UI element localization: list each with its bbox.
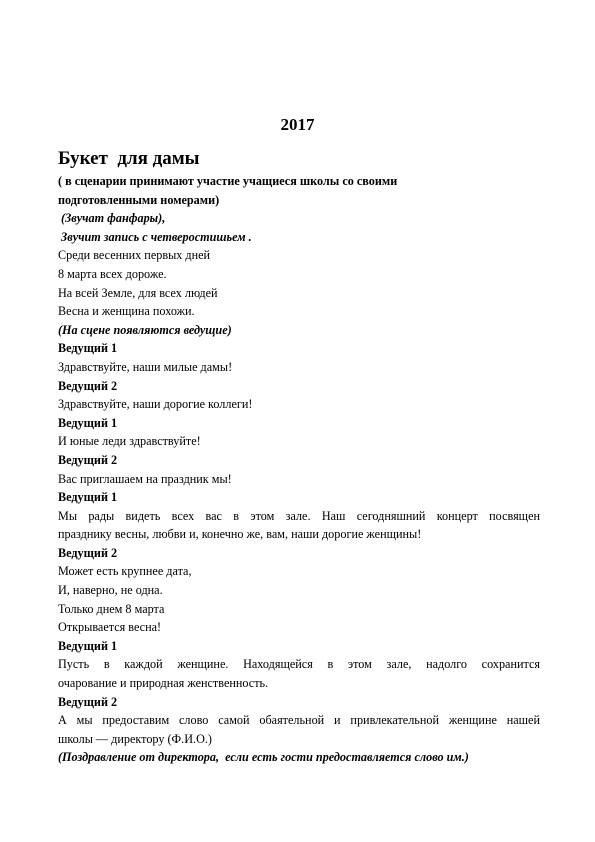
document-year: 2017 bbox=[280, 115, 315, 134]
verse-line: Среди весенних первых дней bbox=[58, 248, 211, 263]
speech-line: Здравствуйте, наши милые дамы! bbox=[58, 359, 233, 374]
speech-line: А мы предоставим слово самой обаятельной и привлекательной женщине нашей bbox=[58, 713, 540, 728]
speech-line: Вас приглашаем на праздник мы! bbox=[58, 471, 232, 486]
verse-line: 8 марта всех дороже. bbox=[58, 266, 167, 281]
speaker-label: Ведущий 1 bbox=[58, 490, 118, 505]
stage-direction: Звучит запись с четверостишьем . bbox=[58, 229, 252, 244]
document-title: Букет для дамы bbox=[58, 148, 200, 169]
stage-direction: (Поздравление от директора, если есть гости предоставляется слово им.) bbox=[58, 750, 469, 765]
speaker-label: Ведущий 2 bbox=[58, 378, 118, 393]
speaker-label: Ведущий 1 bbox=[58, 341, 118, 356]
stage-direction: подготовленными номерами) bbox=[58, 192, 220, 207]
speaker-label: Ведущий 1 bbox=[58, 638, 118, 653]
speaker-label: Ведущий 2 bbox=[58, 452, 118, 467]
verse-line: Весна и женщина похожи. bbox=[58, 304, 195, 319]
document-body bbox=[58, 172, 540, 767]
verse-line: Открывается весна! bbox=[58, 620, 162, 635]
speech-line: школы — директору (Ф.И.О.) bbox=[58, 731, 212, 746]
stage-direction: ( в сценарии принимают участие учащиеся школы со своими bbox=[58, 174, 398, 188]
verse-line: На всей Земле, для всех людей bbox=[58, 285, 218, 300]
speech-line: очарование и природная женственность. bbox=[58, 676, 269, 691]
speaker-label: Ведущий 2 bbox=[58, 545, 118, 560]
speech-line: И юные леди здравствуйте! bbox=[58, 434, 201, 449]
stage-direction: (На сцене появляются ведущие) bbox=[58, 322, 232, 337]
verse-line: И, наверно, не одна. bbox=[58, 583, 163, 598]
speech-line: Пусть в каждой женщине. Находящейся в этом зале, надолго сохранится bbox=[58, 657, 540, 672]
speech-line: Здравствуйте, наши дорогие коллеги! bbox=[58, 397, 253, 412]
verse-line: Только днем 8 марта bbox=[58, 601, 165, 616]
speaker-label: Ведущий 2 bbox=[58, 694, 118, 709]
stage-direction: (Звучат фанфары), bbox=[58, 211, 166, 226]
speech-line: Мы рады видеть всех вас в этом зале. Наш сегодняшний концерт посвящен bbox=[58, 508, 540, 523]
verse-line: Может есть крупнее дата, bbox=[58, 564, 192, 579]
speaker-label: Ведущий 1 bbox=[58, 415, 118, 430]
speech-line: празднику весны, любви и, конечно же, вам, наши дорогие женщины! bbox=[58, 527, 422, 542]
